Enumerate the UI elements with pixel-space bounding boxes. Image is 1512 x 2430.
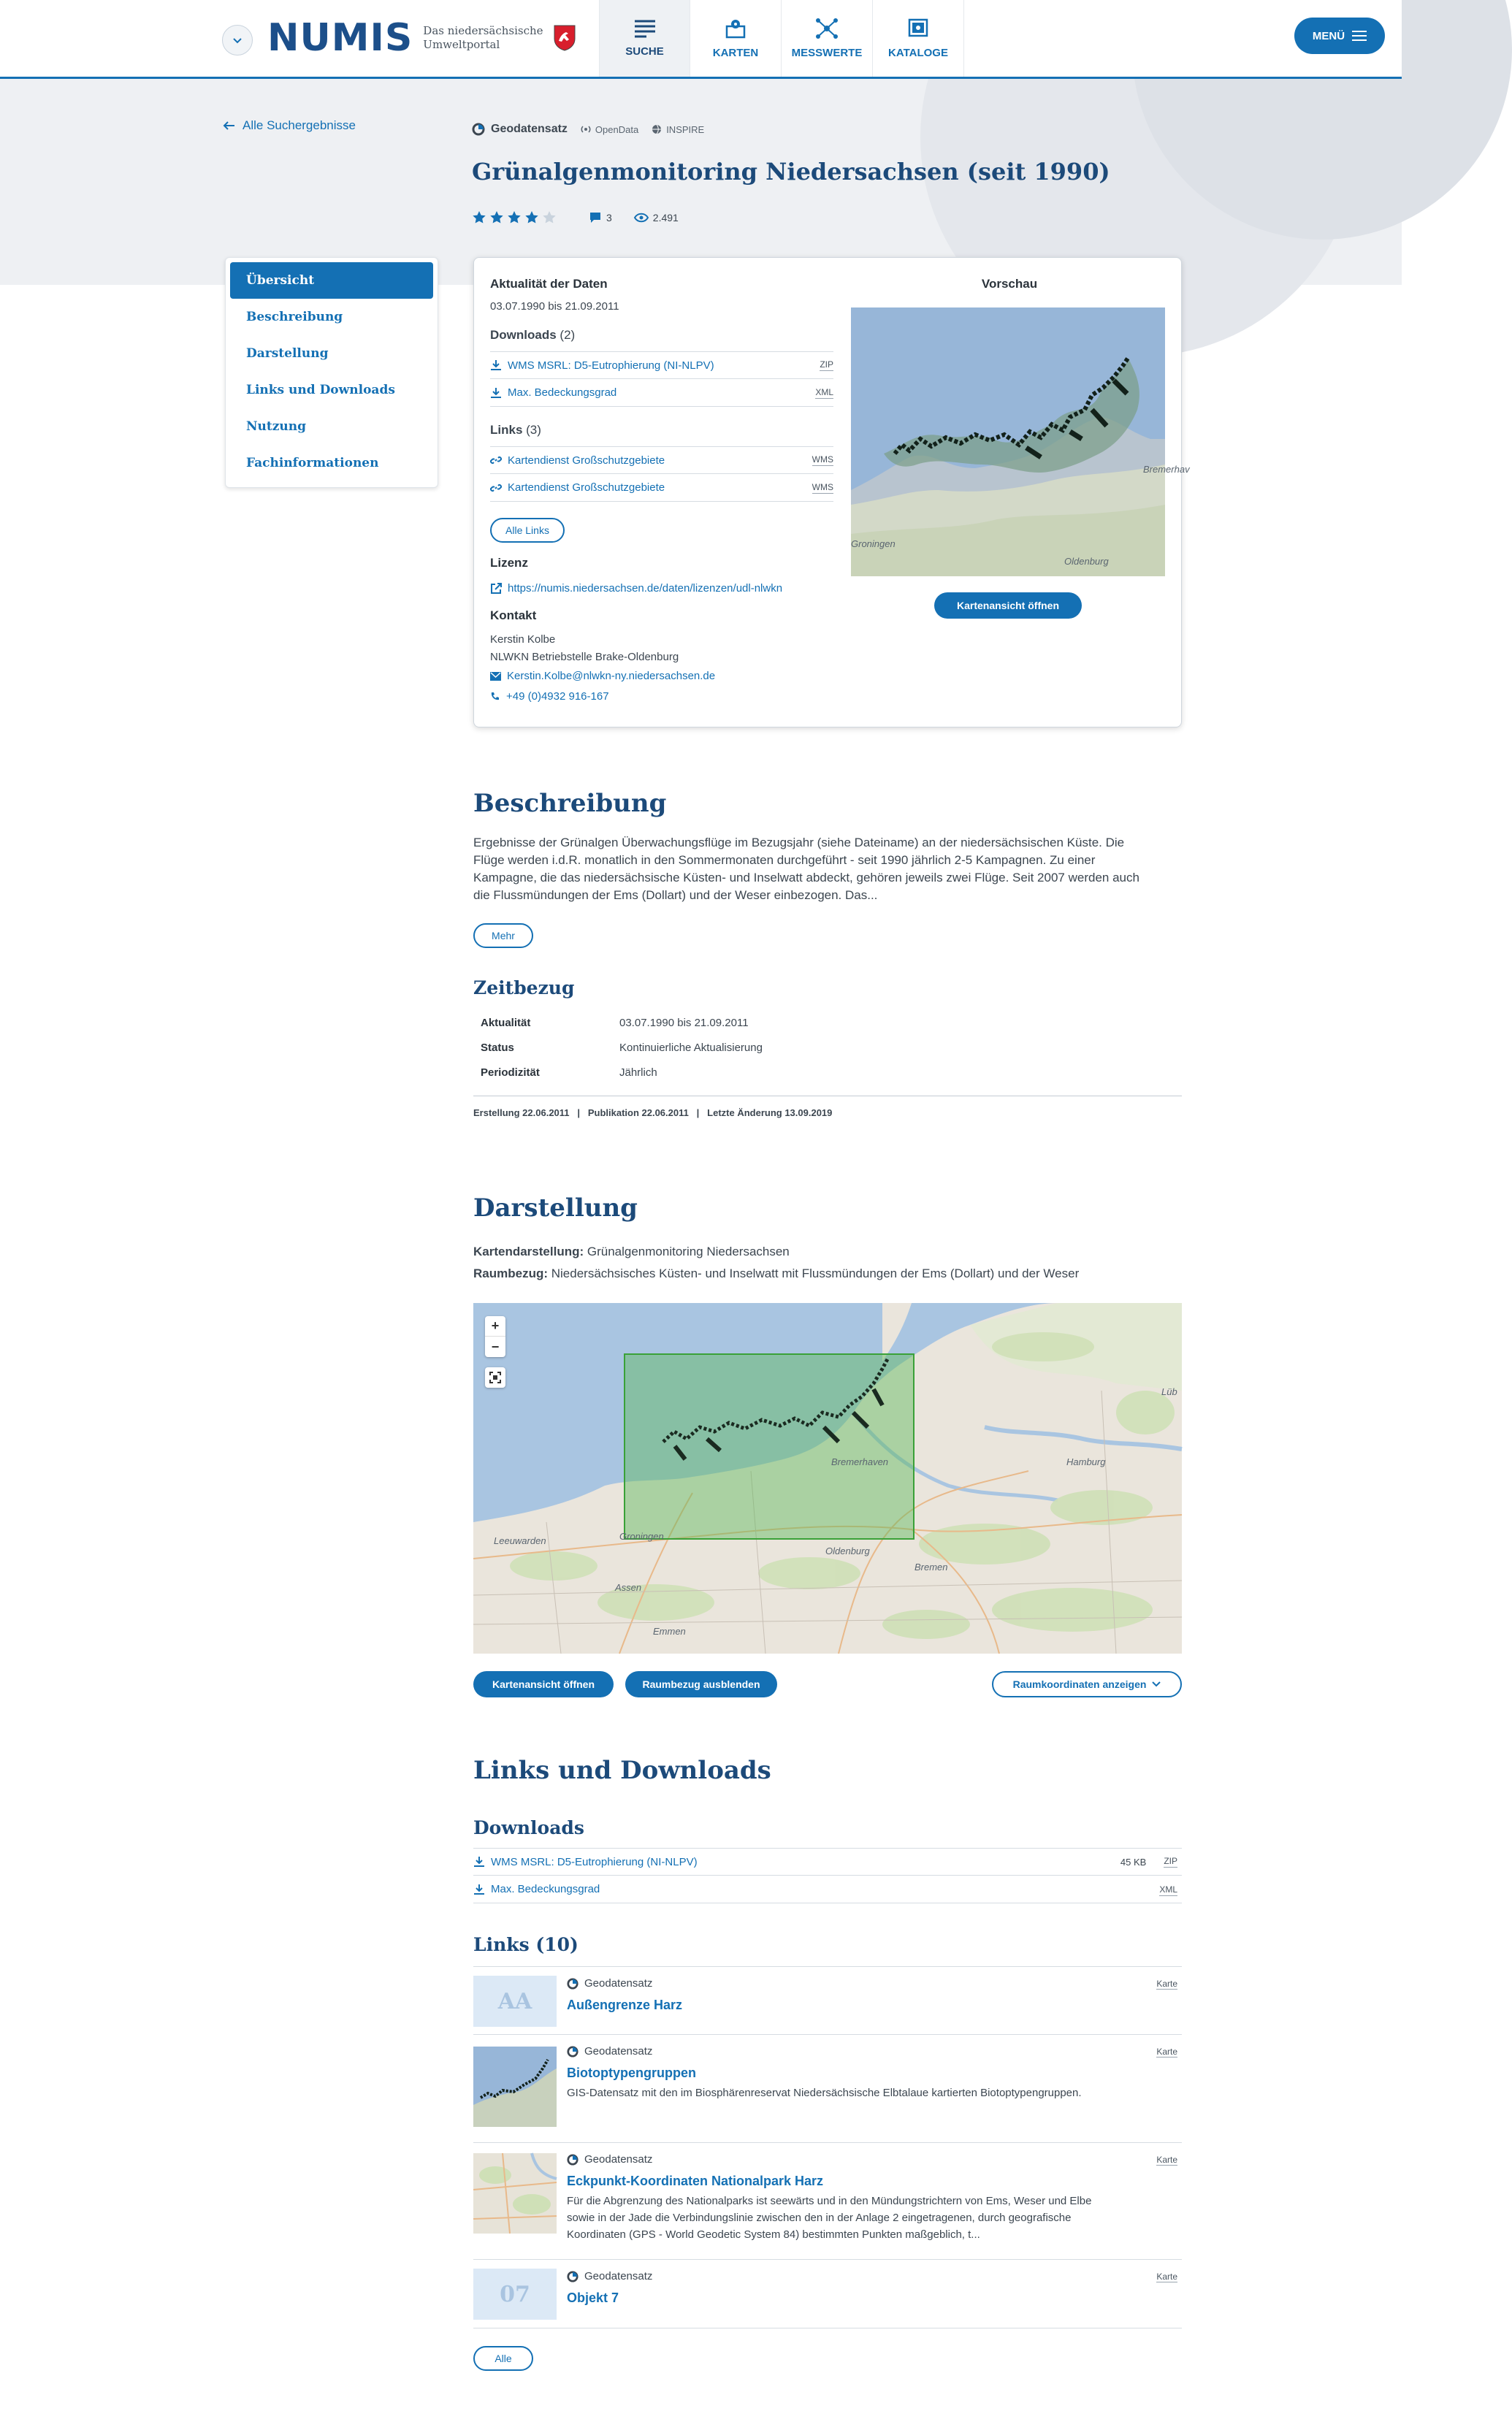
- star-filled-icon[interactable]: [507, 210, 522, 225]
- star-filled-icon[interactable]: [472, 210, 486, 225]
- raumbezug: Raumbezug: Niedersächsisches Küsten- und Inselwatt mit Flussmündungen der Ems (Dollart) und der Weser: [473, 1266, 1080, 1280]
- main-navigation: [599, 0, 964, 77]
- download-icon: [473, 1884, 485, 1895]
- all-links-button[interactable]: Alle Links: [490, 518, 565, 543]
- eye-icon: [634, 213, 649, 223]
- format-badge: ZIP: [1164, 1856, 1177, 1866]
- card-tag: Karte: [1156, 2155, 1177, 2165]
- more-button[interactable]: Mehr: [473, 923, 533, 948]
- link-row[interactable]: Kartendienst Großschutzgebiete WMS: [490, 446, 833, 474]
- view-count: 2.491: [652, 212, 679, 223]
- map-label: Oldenburg: [825, 1546, 870, 1556]
- star-filled-icon[interactable]: [524, 210, 539, 225]
- card-tag: Karte: [1156, 2047, 1177, 2057]
- globe-icon: [652, 124, 662, 134]
- map-label: Hamburg: [1066, 1456, 1106, 1467]
- catalog-icon: [906, 18, 930, 39]
- broadcast-icon: [581, 124, 591, 134]
- download-row[interactable]: Max. Bedeckungsgrad XML: [490, 379, 833, 407]
- zoom-control: [485, 1316, 505, 1357]
- card-title[interactable]: Objekt 7: [567, 2290, 619, 2305]
- preview-map[interactable]: [851, 307, 1190, 576]
- link-row[interactable]: Kartendienst Großschutzgebiete WMS: [490, 474, 833, 502]
- download-row[interactable]: Max. Bedeckungsgrad XML: [473, 1876, 1182, 1903]
- license-heading: Lizenz: [490, 556, 528, 570]
- map-label: Groningen: [851, 538, 896, 549]
- card-title[interactable]: Eckpunkt-Koordinaten Nationalpark Harz: [567, 2174, 824, 2188]
- link-card[interactable]: [473, 1966, 1182, 2035]
- link-card[interactable]: [473, 2035, 1182, 2143]
- network-icon: [815, 18, 839, 39]
- map-pin-icon: [725, 18, 747, 39]
- map-label: Emmen: [653, 1626, 686, 1637]
- chevron-down-icon: [1152, 1681, 1161, 1687]
- map-label: Lüb: [1161, 1386, 1177, 1397]
- map-label: Groningen: [619, 1531, 664, 1542]
- map-label: Bremerhaven: [831, 1456, 889, 1467]
- link-card[interactable]: [473, 2143, 1182, 2260]
- card-thumbnail: AA: [473, 1976, 557, 2027]
- menu-label: MENÜ: [1312, 29, 1345, 42]
- lower-saxony-crest-icon: [554, 25, 576, 51]
- fit-extent-button[interactable]: [485, 1367, 505, 1388]
- preview-heading: Vorschau: [981, 277, 1038, 291]
- search-lines-icon: [633, 19, 657, 38]
- card-tag: Karte: [1156, 1979, 1177, 1989]
- contact-heading: Kontakt: [490, 608, 537, 622]
- opendata-badge: OpenData: [581, 124, 638, 135]
- downloads-heading: Downloads (2): [490, 328, 576, 342]
- show-coordinates-button[interactable]: Raumkoordinaten anzeigen: [992, 1671, 1182, 1697]
- map-label: Bremerhav: [1143, 464, 1190, 475]
- card-description: GIS-Datensatz mit den im Biosphärenreservat Niedersächsische Elbtalaue kartierten Biotoptypengruppen.: [567, 2087, 1082, 2099]
- card-kind: Geodatensatz: [567, 2270, 652, 2282]
- card-thumbnail: [473, 2047, 557, 2127]
- contact-phone-link[interactable]: +49 (0)4932 916-167: [490, 690, 609, 703]
- extent-icon: [489, 1372, 501, 1383]
- dataset-badges: [472, 123, 704, 136]
- sidenav-beschreibung[interactable]: Beschreibung: [246, 310, 343, 324]
- open-map-button[interactable]: Kartenansicht öffnen: [473, 1671, 614, 1697]
- bbox-map-image: [473, 1303, 1182, 1654]
- links-title: Links (10): [473, 1934, 579, 1955]
- hide-bbox-button[interactable]: Raumbezug ausblenden: [625, 1671, 777, 1697]
- all-links-button[interactable]: Alle: [473, 2346, 533, 2371]
- contact-email-link[interactable]: Kerstin.Kolbe@nlwkn-ny.niedersachsen.de: [490, 670, 715, 682]
- download-icon: [490, 387, 502, 399]
- dates-footer: Erstellung 22.06.2011 | Publikation 22.06.2011 | Letzte Änderung 13.09.2019: [473, 1107, 833, 1118]
- download-icon: [490, 359, 502, 371]
- sidenav-fachinformationen[interactable]: Fachinformationen: [246, 456, 379, 470]
- preview-map-image: [851, 307, 1190, 576]
- collapse-toggle-button[interactable]: [222, 25, 253, 56]
- format-badge: XML: [1159, 1884, 1177, 1895]
- beschreibung-title: Beschreibung: [473, 789, 667, 818]
- hamburger-icon: [1352, 31, 1367, 41]
- links-heading: Links (3): [490, 423, 541, 437]
- card-title[interactable]: Außengrenze Harz: [567, 1998, 683, 2012]
- card-kind: Geodatensatz: [567, 2045, 652, 2058]
- format-badge: ZIP: [820, 359, 833, 370]
- contact-org: NLWKN Betriebstelle Brake-Oldenburg: [490, 651, 679, 663]
- open-map-button[interactable]: Kartenansicht öffnen: [934, 592, 1082, 619]
- map-label: Assen: [615, 1582, 642, 1593]
- link-icon: [490, 482, 502, 494]
- sidenav-darstellung[interactable]: Darstellung: [246, 346, 329, 361]
- site-header: [0, 0, 1402, 79]
- downloads-title: Downloads: [473, 1817, 584, 1838]
- format-badge: WMS: [812, 454, 833, 465]
- comment-icon: [589, 212, 602, 223]
- zeitbezug-row: Aktualität 03.07.1990 bis 21.09.2011: [481, 1017, 749, 1029]
- overview-card: [473, 257, 1190, 727]
- darstellung-title: Darstellung: [473, 1193, 638, 1223]
- star-filled-icon[interactable]: [489, 210, 504, 225]
- card-thumbnail: [473, 2153, 557, 2234]
- map-label: Leeuwarden: [494, 1535, 546, 1546]
- mail-icon: [490, 672, 501, 681]
- menu-button[interactable]: [1294, 18, 1385, 54]
- map-label: Oldenburg: [1064, 556, 1109, 567]
- numis-logo[interactable]: [267, 18, 576, 58]
- logo-subtitle: Das niedersächsische Umweltportal: [423, 24, 543, 51]
- geodataset-icon: [567, 2046, 579, 2058]
- sidenav-nutzung[interactable]: Nutzung: [246, 419, 307, 434]
- zoom-in-button[interactable]: +: [485, 1316, 505, 1337]
- geodataset-icon: [567, 2154, 579, 2166]
- links-downloads-title: Links und Downloads: [473, 1756, 771, 1785]
- sidenav-links-downloads[interactable]: Links und Downloads: [246, 383, 395, 397]
- chevron-down-icon: [232, 34, 243, 46]
- card-kind: Geodatensatz: [567, 2153, 652, 2166]
- star-rating[interactable]: [472, 210, 557, 225]
- link-card[interactable]: [473, 2260, 1182, 2328]
- card-thumbnail: 07: [473, 2269, 557, 2320]
- arrow-left-icon: [224, 121, 235, 130]
- inspire-badge: INSPIRE: [652, 124, 704, 135]
- dataset-type: Geodatensatz: [472, 123, 568, 136]
- sidenav-uebersicht[interactable]: Übersicht: [230, 262, 433, 299]
- zeitbezug-row: Periodizität Jährlich: [481, 1066, 657, 1079]
- download-row[interactable]: WMS MSRL: D5-Eutrophierung (NI-NLPV) 45 KB ZIP: [473, 1848, 1182, 1876]
- geodataset-icon: [567, 1978, 579, 1990]
- card-title[interactable]: Biotoptypengruppen: [567, 2066, 696, 2080]
- beschreibung-text: Ergebnisse der Grünalgen Überwachungsflüge im Bezugsjahr (siehe Dateiname) an der niedersächsischen Küste. Die Flüge werden i.d.R. monatlich in den Sommermonaten durchgeführt - seit 1990 jährlich 2-5 Kampagnen. Zu einer Kampagne, die das niedersächsische Küsten- und Inselwatt abdeckt, gehören jeweils zwei Flüge. Seit 2007 werden auch die Flussmündungen der Ems (Dollart) und der Weser einbezogen. Das...: [473, 836, 1139, 902]
- nav-messwerte[interactable]: MESSWERTE: [782, 0, 873, 77]
- bbox-map[interactable]: [473, 1303, 1182, 1654]
- format-badge: XML: [815, 386, 833, 397]
- zoom-out-button[interactable]: −: [491, 1339, 500, 1354]
- zeitbezug-title: Zeitbezug: [473, 977, 575, 998]
- card-kind: Geodatensatz: [567, 1977, 652, 1990]
- rating-bar: [472, 210, 679, 225]
- aktualitaet-heading: Aktualität der Daten: [490, 277, 608, 291]
- download-icon: [473, 1856, 485, 1868]
- page-title: Grünalgenmonitoring Niedersachsen (seit 1990): [472, 158, 1110, 186]
- section-sidenav: [225, 257, 438, 488]
- download-row[interactable]: WMS MSRL: D5-Eutrophierung (NI-NLPV) ZIP: [490, 351, 833, 379]
- aktualitaet-value: 03.07.1990 bis 21.09.2011: [490, 300, 619, 313]
- geodataset-icon: [472, 123, 485, 136]
- file-size: 45 KB: [1120, 1856, 1147, 1868]
- link-icon: [490, 454, 502, 466]
- card-tag: Karte: [1156, 2272, 1177, 2282]
- format-badge: WMS: [812, 481, 833, 492]
- nav-suche[interactable]: SUCHE: [599, 0, 690, 77]
- back-to-results-link[interactable]: Alle Suchergebnisse: [224, 118, 356, 133]
- zeitbezug-row: Status Kontinuierliche Aktualisierung: [481, 1042, 763, 1054]
- external-link-icon: [490, 583, 502, 595]
- contact-name: Kerstin Kolbe: [490, 633, 556, 646]
- geodataset-icon: [567, 2271, 579, 2282]
- nav-karten[interactable]: KARTEN: [690, 0, 782, 77]
- phone-icon: [490, 692, 500, 702]
- nav-kataloge[interactable]: KATALOGE: [873, 0, 964, 77]
- kartendarstellung: Kartendarstellung: Grünalgenmonitoring Niedersachsen: [473, 1245, 790, 1258]
- comment-count: 3: [606, 212, 612, 223]
- map-label: Bremen: [915, 1562, 948, 1573]
- card-description: Für die Abgrenzung des Nationalparks ist seewärts und in den Mündungstrichtern von Ems, Weser und Elbe sowie in der Jade die Verbindungslinie zwischen den in der Anlage 2 eingetragenen, durch geografische Koordinaten (GPS - World Geodetic System 84) bestimmten Punkten maßgeblich, t...: [567, 2195, 1092, 2241]
- logo-wordmark: NUMIS: [267, 16, 413, 60]
- license-link[interactable]: https://numis.niedersachsen.de/daten/lizenzen/udl-nlwkn: [490, 582, 782, 595]
- star-empty-icon[interactable]: [542, 210, 557, 225]
